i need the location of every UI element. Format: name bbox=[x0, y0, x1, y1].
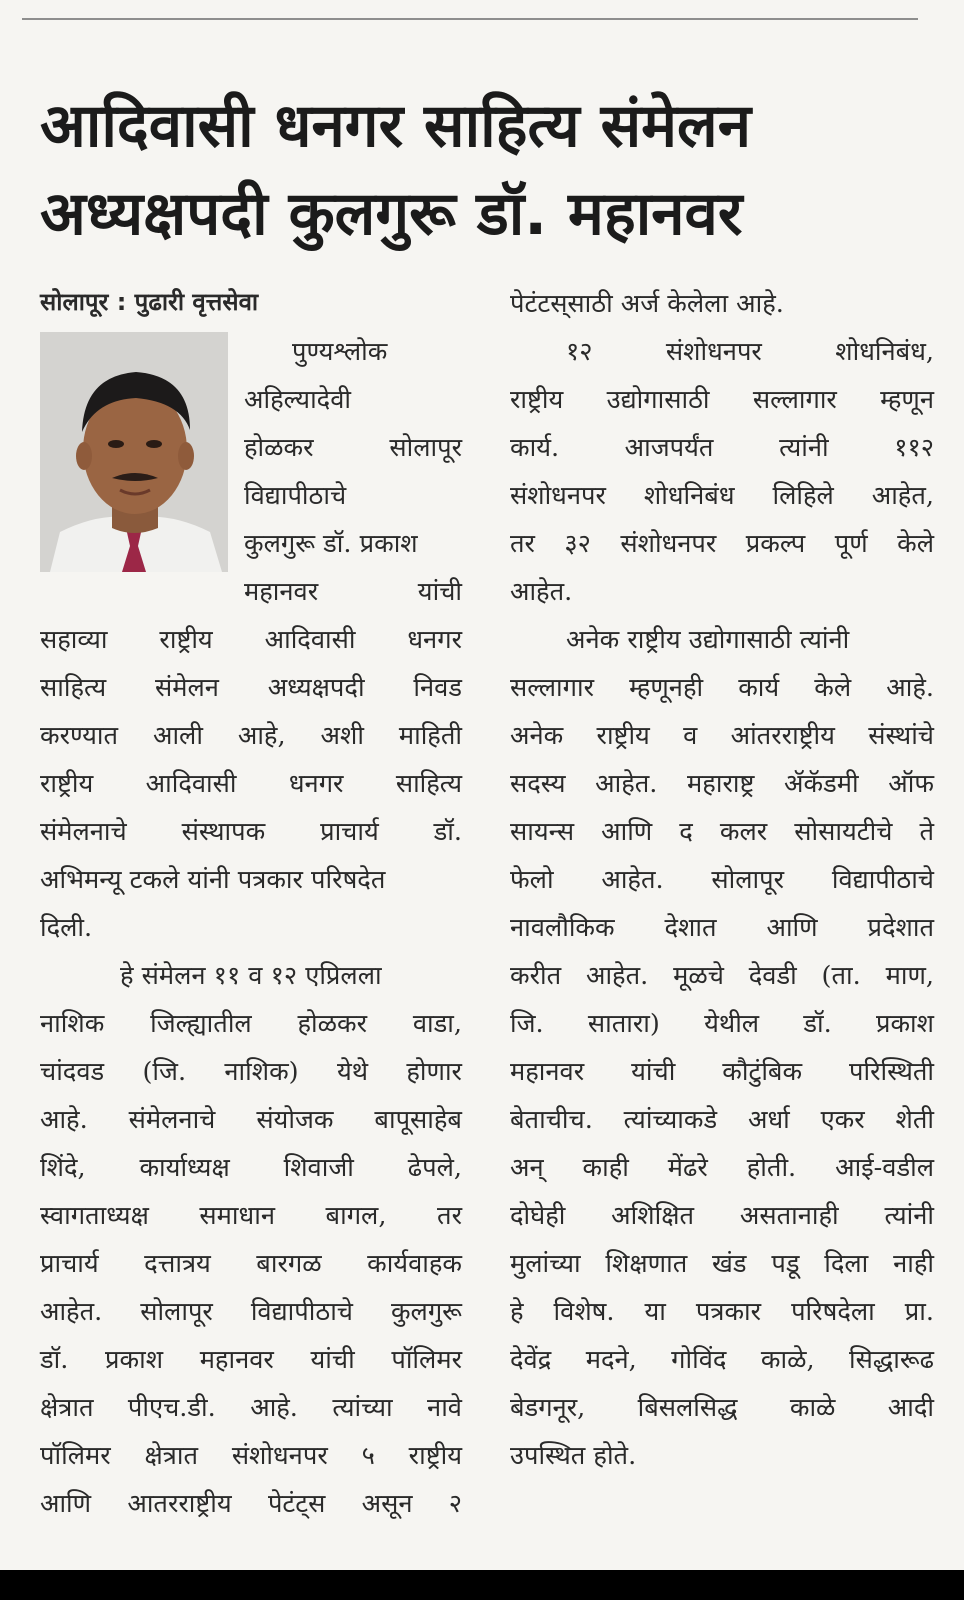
text-line: क्षेत्रात पीएच.डी. आहे. त्यांच्या नावे bbox=[40, 1393, 462, 1423]
text-line: करीत आहेत. मूळचे देवडी (ता. माण, bbox=[510, 961, 934, 991]
portrait-photo bbox=[40, 332, 228, 572]
text-line: अनेक राष्ट्रीय उद्योगासाठी त्यांनी bbox=[566, 625, 850, 655]
article-column-left bbox=[40, 280, 462, 1528]
text-line: होळकर सोलापूर bbox=[244, 433, 462, 463]
dateline: सोलापूर : पुढारी वृत्तसेवा bbox=[40, 288, 259, 316]
text-line: सहाव्या राष्ट्रीय आदिवासी धनगर bbox=[40, 625, 462, 655]
text-line: चांदवड (जि. नाशिक) येथे होणार bbox=[40, 1057, 462, 1087]
text-line: साहित्य संमेलन अध्यक्षपदी निवड bbox=[40, 673, 462, 703]
text-line: आहेत. सोलापूर विद्यापीठाचे कुलगुरू bbox=[40, 1297, 462, 1327]
text-line: सल्लागार म्हणूनही कार्य केले आहे. bbox=[510, 673, 934, 703]
text-line: हे विशेष. या पत्रकार परिषदेला प्रा. bbox=[510, 1297, 934, 1327]
text-line: देवेंद्र मदने, गोविंद काळे, सिद्धारूढ bbox=[510, 1345, 934, 1375]
bottom-bar bbox=[0, 1570, 964, 1600]
text-line: करण्यात आली आहे, अशी माहिती bbox=[40, 721, 462, 751]
text-line: मुलांच्या शिक्षणात खंड पडू दिला नाही bbox=[510, 1249, 934, 1279]
text-line: जि. सातारा) येथील डॉ. प्रकाश bbox=[510, 1009, 934, 1039]
text-line: नाशिक जिल्ह्यातील होळकर वाडा, bbox=[40, 1009, 462, 1039]
text-line: दिली. bbox=[40, 913, 93, 943]
text-line: आणि आतरराष्ट्रीय पेटंट्स असून २ bbox=[40, 1489, 462, 1519]
text-line: संशोधनपर शोधनिबंध लिहिले आहेत, bbox=[510, 481, 934, 511]
text-line: महानवर यांची कौटुंबिक परिस्थिती bbox=[510, 1057, 934, 1087]
text-line: पेटंटस्‌साठी अर्ज केलेला आहे. bbox=[510, 289, 784, 319]
text-line: अभिमन्यू टकले यांनी पत्रकार परिषदेत bbox=[40, 865, 386, 895]
text-line: अहिल्यादेवी bbox=[244, 385, 351, 415]
text-line: बेताचीच. त्यांच्याकडे अर्धा एकर शेती bbox=[510, 1105, 934, 1135]
text-line: स्वागताध्यक्ष समाधान बागल, तर bbox=[40, 1201, 462, 1231]
text-line: तर ३२ संशोधनपर प्रकल्प पूर्ण केले bbox=[510, 529, 934, 559]
text-line: आहेत. bbox=[510, 577, 573, 607]
text-line: सदस्य आहेत. महाराष्ट्र ॲकॅडमी ऑफ bbox=[510, 769, 934, 799]
text-line: सायन्स आणि द कलर सोसायटीचे ते bbox=[510, 817, 934, 847]
text-line: हे संमेलन ११ व १२ एप्रिलला bbox=[120, 961, 382, 991]
headline-line-2: अध्यक्षपदी कुलगुरू डॉ. महानवर bbox=[40, 179, 743, 249]
text-line: कार्य. आजपर्यंत त्यांनी ११२ bbox=[510, 433, 934, 463]
photo-block bbox=[40, 328, 462, 616]
portrait-photo-icon bbox=[40, 332, 228, 572]
text-line: नावलौकिक देशात आणि प्रदेशात bbox=[510, 913, 934, 943]
text-line: दोघेही अशिक्षित असतानाही त्यांनी bbox=[510, 1201, 934, 1231]
text-line: अनेक राष्ट्रीय व आंतरराष्ट्रीय संस्थांचे bbox=[510, 721, 934, 751]
text-line: महानवर यांची bbox=[244, 577, 462, 607]
text-line: कुलगुरू डॉ. प्रकाश bbox=[244, 529, 418, 559]
text-line: बेडगनूर, बिसलसिद्ध काळे आदी bbox=[510, 1393, 934, 1423]
text-line: फेलो आहेत. सोलापूर विद्यापीठाचे bbox=[510, 865, 934, 895]
text-line: प्राचार्य दत्तात्रय बारगळ कार्यवाहक bbox=[40, 1249, 462, 1279]
text-line: पुण्यश्लोक bbox=[292, 337, 388, 367]
text-line: राष्ट्रीय आदिवासी धनगर साहित्य bbox=[40, 769, 462, 799]
text-beside-photo bbox=[244, 328, 462, 616]
top-rule bbox=[22, 18, 918, 20]
article-column-right bbox=[510, 280, 934, 1480]
text-line: आहे. संमेलनाचे संयोजक बापूसाहेब bbox=[40, 1105, 462, 1135]
text-line: विद्यापीठाचे bbox=[244, 481, 347, 511]
headline bbox=[40, 82, 940, 258]
text-line: शिंदे, कार्याध्यक्ष शिवाजी ढेपले, bbox=[40, 1153, 462, 1183]
text-line: संमेलनाचे संस्थापक प्राचार्य डॉ. bbox=[40, 817, 462, 847]
text-line: अन्‌ काही मेंढरे होती. आई-वडील bbox=[510, 1153, 934, 1183]
text-line: डॉ. प्रकाश महानवर यांची पॉलिमर bbox=[40, 1345, 462, 1375]
text-line: पॉलिमर क्षेत्रात संशोधनपर ५ राष्ट्रीय bbox=[40, 1441, 462, 1471]
headline-line-1: आदिवासी धनगर साहित्य संमेलन bbox=[40, 91, 752, 161]
text-line: उपस्थित होते. bbox=[510, 1441, 637, 1471]
text-line: राष्ट्रीय उद्योगासाठी सल्लागार म्हणून bbox=[510, 385, 934, 415]
text-line: १२ संशोधनपर शोधनिबंध, bbox=[566, 337, 934, 367]
